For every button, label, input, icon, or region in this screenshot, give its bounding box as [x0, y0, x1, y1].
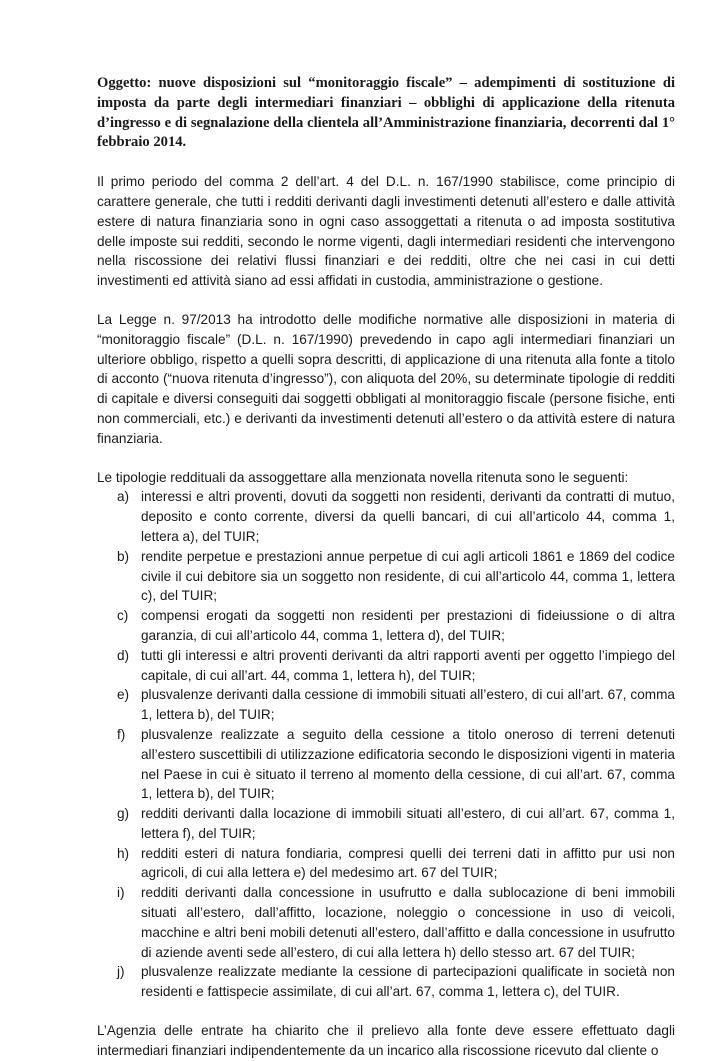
- paragraph-3: L’Agenzia delle entrate ha chiarito che il prelievo alla fonte deve essere effettuato dagli intermediari finanziari indipendentemente da un incarico alla riscossione ricevuto dal cliente o: [97, 1023, 675, 1058]
- paragraph-1: Il primo periodo del comma 2 dell’art. 4 del D.L. n. 167/1990 stabilisce, come principio di carattere generale, che tutti i redditi derivanti dagli investimenti detenuti all’estero e dalle attività estere di natura finanziaria sono in ogni caso assoggettati a ritenuta o ad imposta sostitutiva delle imposte sui redditi, secondo le norme vigenti, dagli intermediari residenti che intervengono nella riscossione dei relativi flussi finanziari e dei redditi, oltre che nei casi in cui detti investimenti ed attività siano ad essi affidati in custodia, amministrazione o gestione.: [97, 174, 675, 289]
- paragraph-2: La Legge n. 97/2013 ha introdotto delle modifiche normative alle disposizioni in materia di “monitoraggio fiscale” (D.L. n. 167/1990) prevedendo in capo agli intermediari finanziari un ulteriore obbligo, rispetto a quelli sopra descritti, di applicazione di una ritenuta alla fonte a titolo di acconto (“nuova ritenuta d’ingresso”), con aliquota del 20%, su determinate tipologie di redditi di capitale e diversi conseguiti dai soggetti obbligati al monitoraggio fiscale (persone fisiche, enti non commerciali, etc.) e derivanti da investimenti detenuti all’estero o da attività estere di natura finanziaria.: [97, 311, 675, 446]
- list-item: [97, 646, 675, 686]
- list-item: [97, 685, 675, 725]
- list-item: [97, 883, 675, 962]
- income-types-list: [97, 487, 675, 1002]
- list-item-text: redditi derivanti dalla concessione in usufrutto e dalla sublocazione di beni immobili situati all’estero, dall’affitto, locazione, noleggio o concessione in uso di veicoli, macchine e altri beni mobili detenuti all’estero, dall’affitto e dalla concessione in usufrutto di aziende aventi sede all’estero, di cui alla lettera h) dello stesso art. 67 del TUIR;: [141, 885, 675, 960]
- list-item-label: d): [117, 647, 130, 663]
- list-item-text: interessi e altri proventi, dovuti da soggetti non residenti, derivanti da contratti di mutuo, deposito e conto corrente, diversi da quelli bancari, di cui all’articolo 44, comma 1, lettera a), del TUIR;: [141, 489, 675, 544]
- list-item-text: tutti gli interessi e altri proventi derivanti da altri rapporti aventi per oggetto l’impiego del capitale, di cui all’art. 44, comma 1, lettera h), del TUIR;: [141, 647, 675, 683]
- list-item: [97, 804, 675, 844]
- list-item-label: i): [117, 885, 125, 901]
- list-item: [97, 725, 675, 804]
- list-item-label: b): [117, 548, 130, 564]
- document-page: [97, 74, 675, 1061]
- list-item-text: rendite perpetue e prestazioni annue perpetue di cui agli articoli 1861 e 1869 del codice civile il cui debitore sia un soggetto non residente, di cui all’articolo 44, comma 1, lettera c), del TUIR;: [141, 548, 675, 604]
- document-title: Oggetto: nuove disposizioni sul “monitoraggio fiscale” – adempimenti di sostituzione di imposta da parte degli intermediari finanziari – obblighi di applicazione della ritenuta d’ingresso e di segnalazione della clientela all’Amministrazione finanziaria, decorrenti dal 1° febbraio 2014.: [97, 75, 675, 151]
- list-item-label: e): [117, 687, 130, 703]
- list-item-label: h): [117, 845, 130, 861]
- list-item: [97, 487, 675, 546]
- list-item-label: j): [117, 964, 125, 980]
- list-item-text: compensi erogati da soggetti non residenti per prestazioni di fideiussione o di altra garanzia, di cui all’articolo 44, comma 1, lettera d), del TUIR;: [141, 608, 675, 643]
- list-item: [97, 547, 675, 606]
- list-intro: Le tipologie reddituali da assoggettare alla menzionata novella ritenuta sono le seguenti:: [97, 469, 629, 485]
- list-item: [97, 606, 675, 646]
- list-item: [97, 844, 675, 884]
- list-item-text: plusvalenze realizzate a seguito della cessione a titolo oneroso di terreni detenuti all’estero suscettibili di utilizzazione edificatoria secondo le disposizioni vigenti in materia nel Paese in cui è situato il terreno al momento della cessione, di cui all’art. 67, comma 1, lettera b), del TUIR;: [141, 726, 675, 802]
- list-item: [97, 962, 675, 1002]
- list-item-label: g): [117, 806, 130, 822]
- list-item-label: c): [117, 608, 129, 624]
- list-item-text: plusvalenze derivanti dalla cessione di immobili situati all’estero, di cui all’art. 67, comma 1, lettera b), del TUIR;: [141, 687, 675, 723]
- list-item-text: redditi esteri di natura fondiaria, compresi quelli dei terreni dati in affitto pur usi non agricoli, di cui alla lettera e) del medesimo art. 67 del TUIR;: [141, 845, 675, 881]
- list-item-label: f): [117, 726, 126, 742]
- list-item-text: plusvalenze realizzate mediante la cessione di partecipazioni qualificate in società non residenti e fattispecie assimilate, di cui all’art. 67, comma 1, lettera c), del TUIR.: [141, 964, 675, 1000]
- list-item-label: a): [117, 489, 130, 505]
- list-item-text: redditi derivanti dalla locazione di immobili situati all’estero, di cui all’art. 67, comma 1, lettera f), del TUIR;: [141, 806, 675, 841]
